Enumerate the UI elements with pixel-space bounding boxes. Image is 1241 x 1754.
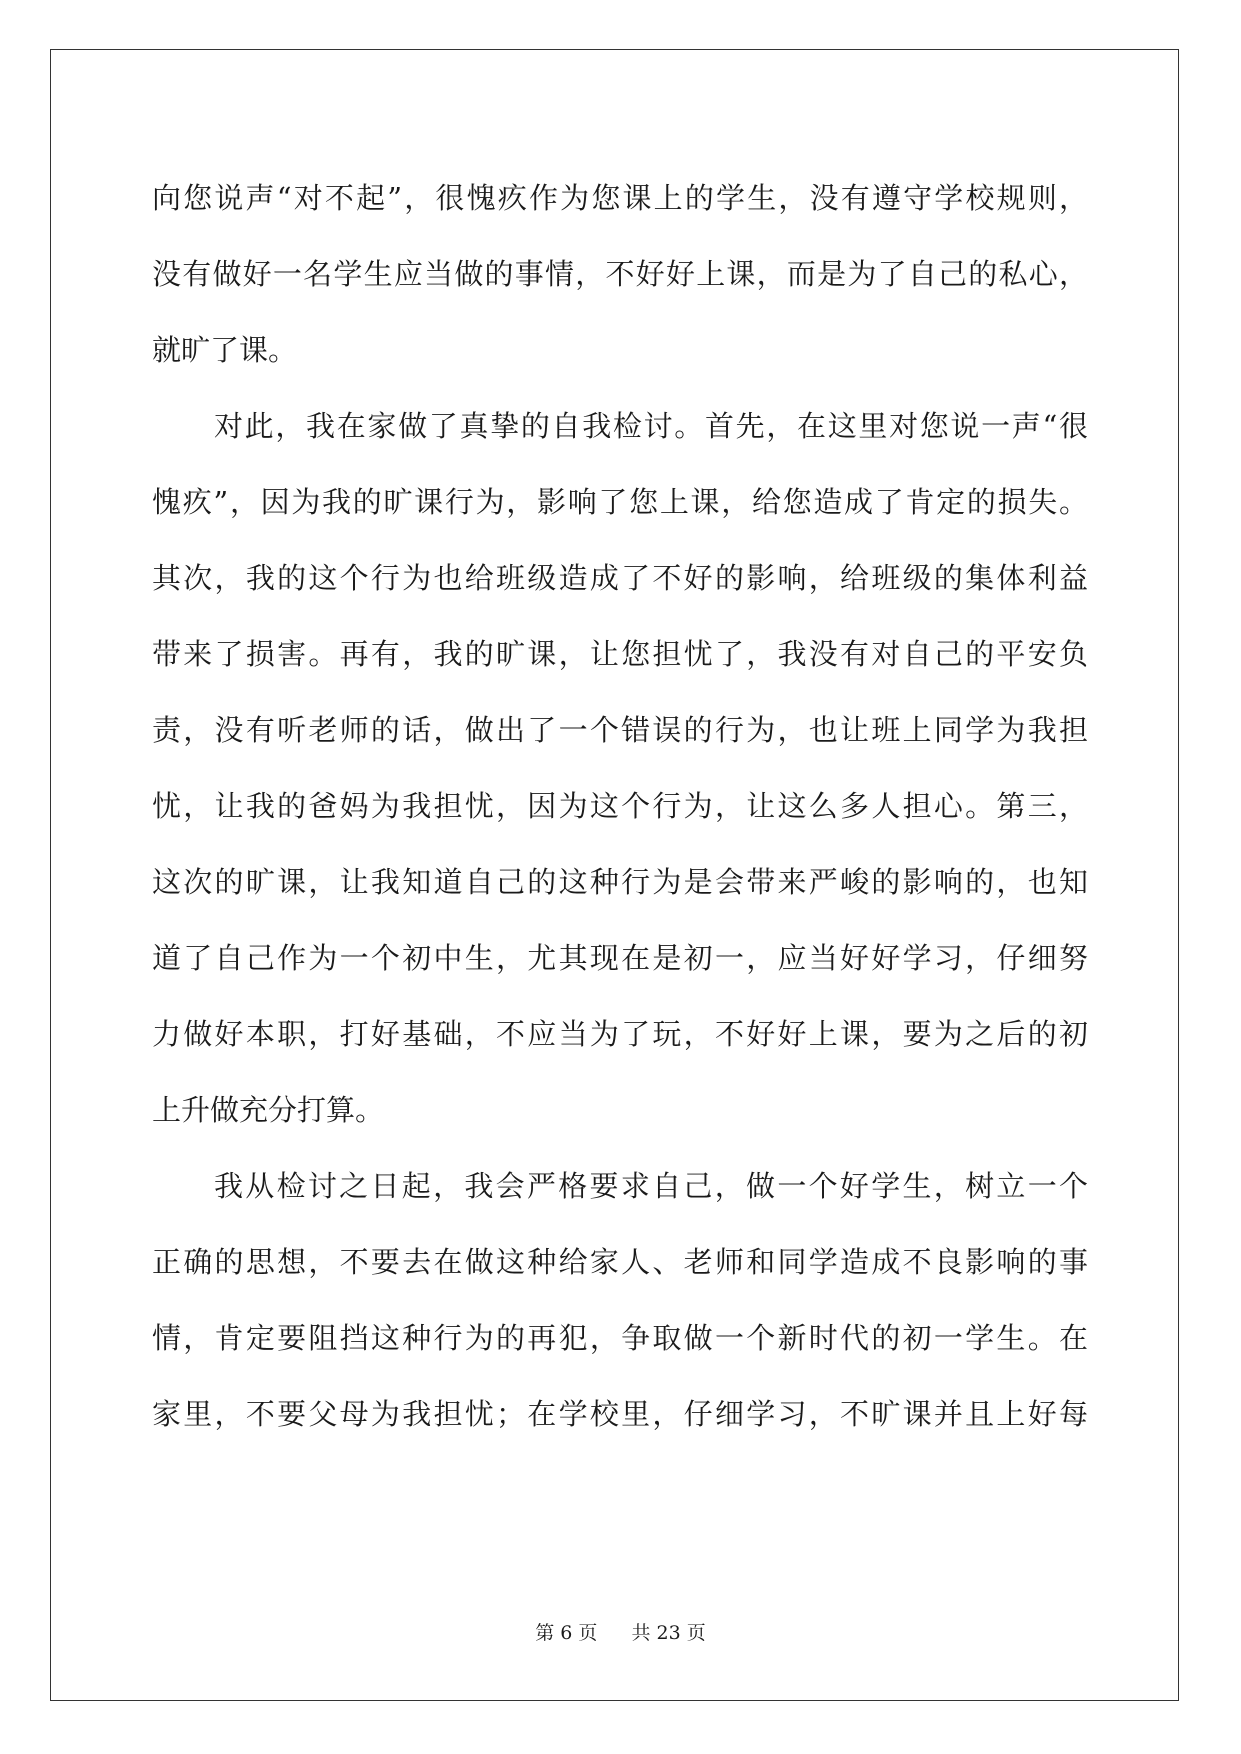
text-line: 上升做充分打算。 xyxy=(152,1093,385,1127)
document-body xyxy=(152,160,1088,1452)
text-line: 没有做好一名学生应当做的事情，不好好上课，而是为了自己的私心， xyxy=(152,257,1088,291)
text-line: 这次的旷课，让我知道自己的这种行为是会带来严峻的影响的，也知 xyxy=(152,865,1088,899)
text-line: 力做好本职，打好基础，不应当为了玩，不好好上课，要为之后的初 xyxy=(152,1017,1088,1051)
page-footer xyxy=(0,1618,1241,1645)
page-number: 第 6 页 xyxy=(535,1622,598,1644)
text-line: 道了自己作为一个初中生，尤其现在是初一，应当好好学习，仔细努 xyxy=(152,941,1088,975)
text-line: 其次，我的这个行为也给班级造成了不好的影响，给班级的集体利益 xyxy=(152,561,1088,595)
text-line: 就旷了课。 xyxy=(152,333,298,367)
text-line: 家里，不要父母为我担忧；在学校里，仔细学习，不旷课并且上好每 xyxy=(152,1397,1088,1431)
text-line: 带来了损害。再有，我的旷课，让您担忧了，我没有对自己的平安负 xyxy=(152,637,1088,671)
text-line: 我从检讨之日起，我会严格要求自己，做一个好学生，树立一个 xyxy=(214,1169,1088,1203)
text-line: 情，肯定要阻挡这种行为的再犯，争取做一个新时代的初一学生。在 xyxy=(152,1321,1088,1355)
text-line: 向您说声“对不起”，很愧疚作为您课上的学生，没有遵守学校规则， xyxy=(152,181,1088,215)
text-line: 对此，我在家做了真挚的自我检讨。首先，在这里对您说一声“很 xyxy=(214,409,1088,443)
text-line: 愧疚”，因为我的旷课行为，影响了您上课，给您造成了肯定的损失。 xyxy=(152,485,1088,519)
text-line: 正确的思想，不要去在做这种给家人、老师和同学造成不良影响的事 xyxy=(152,1245,1088,1279)
page-total: 共 23 页 xyxy=(631,1622,706,1644)
text-line: 忧，让我的爸妈为我担忧，因为这个行为，让这么多人担心。第三， xyxy=(152,789,1088,823)
text-line: 责，没有听老师的话，做出了一个错误的行为，也让班上同学为我担 xyxy=(152,713,1088,747)
